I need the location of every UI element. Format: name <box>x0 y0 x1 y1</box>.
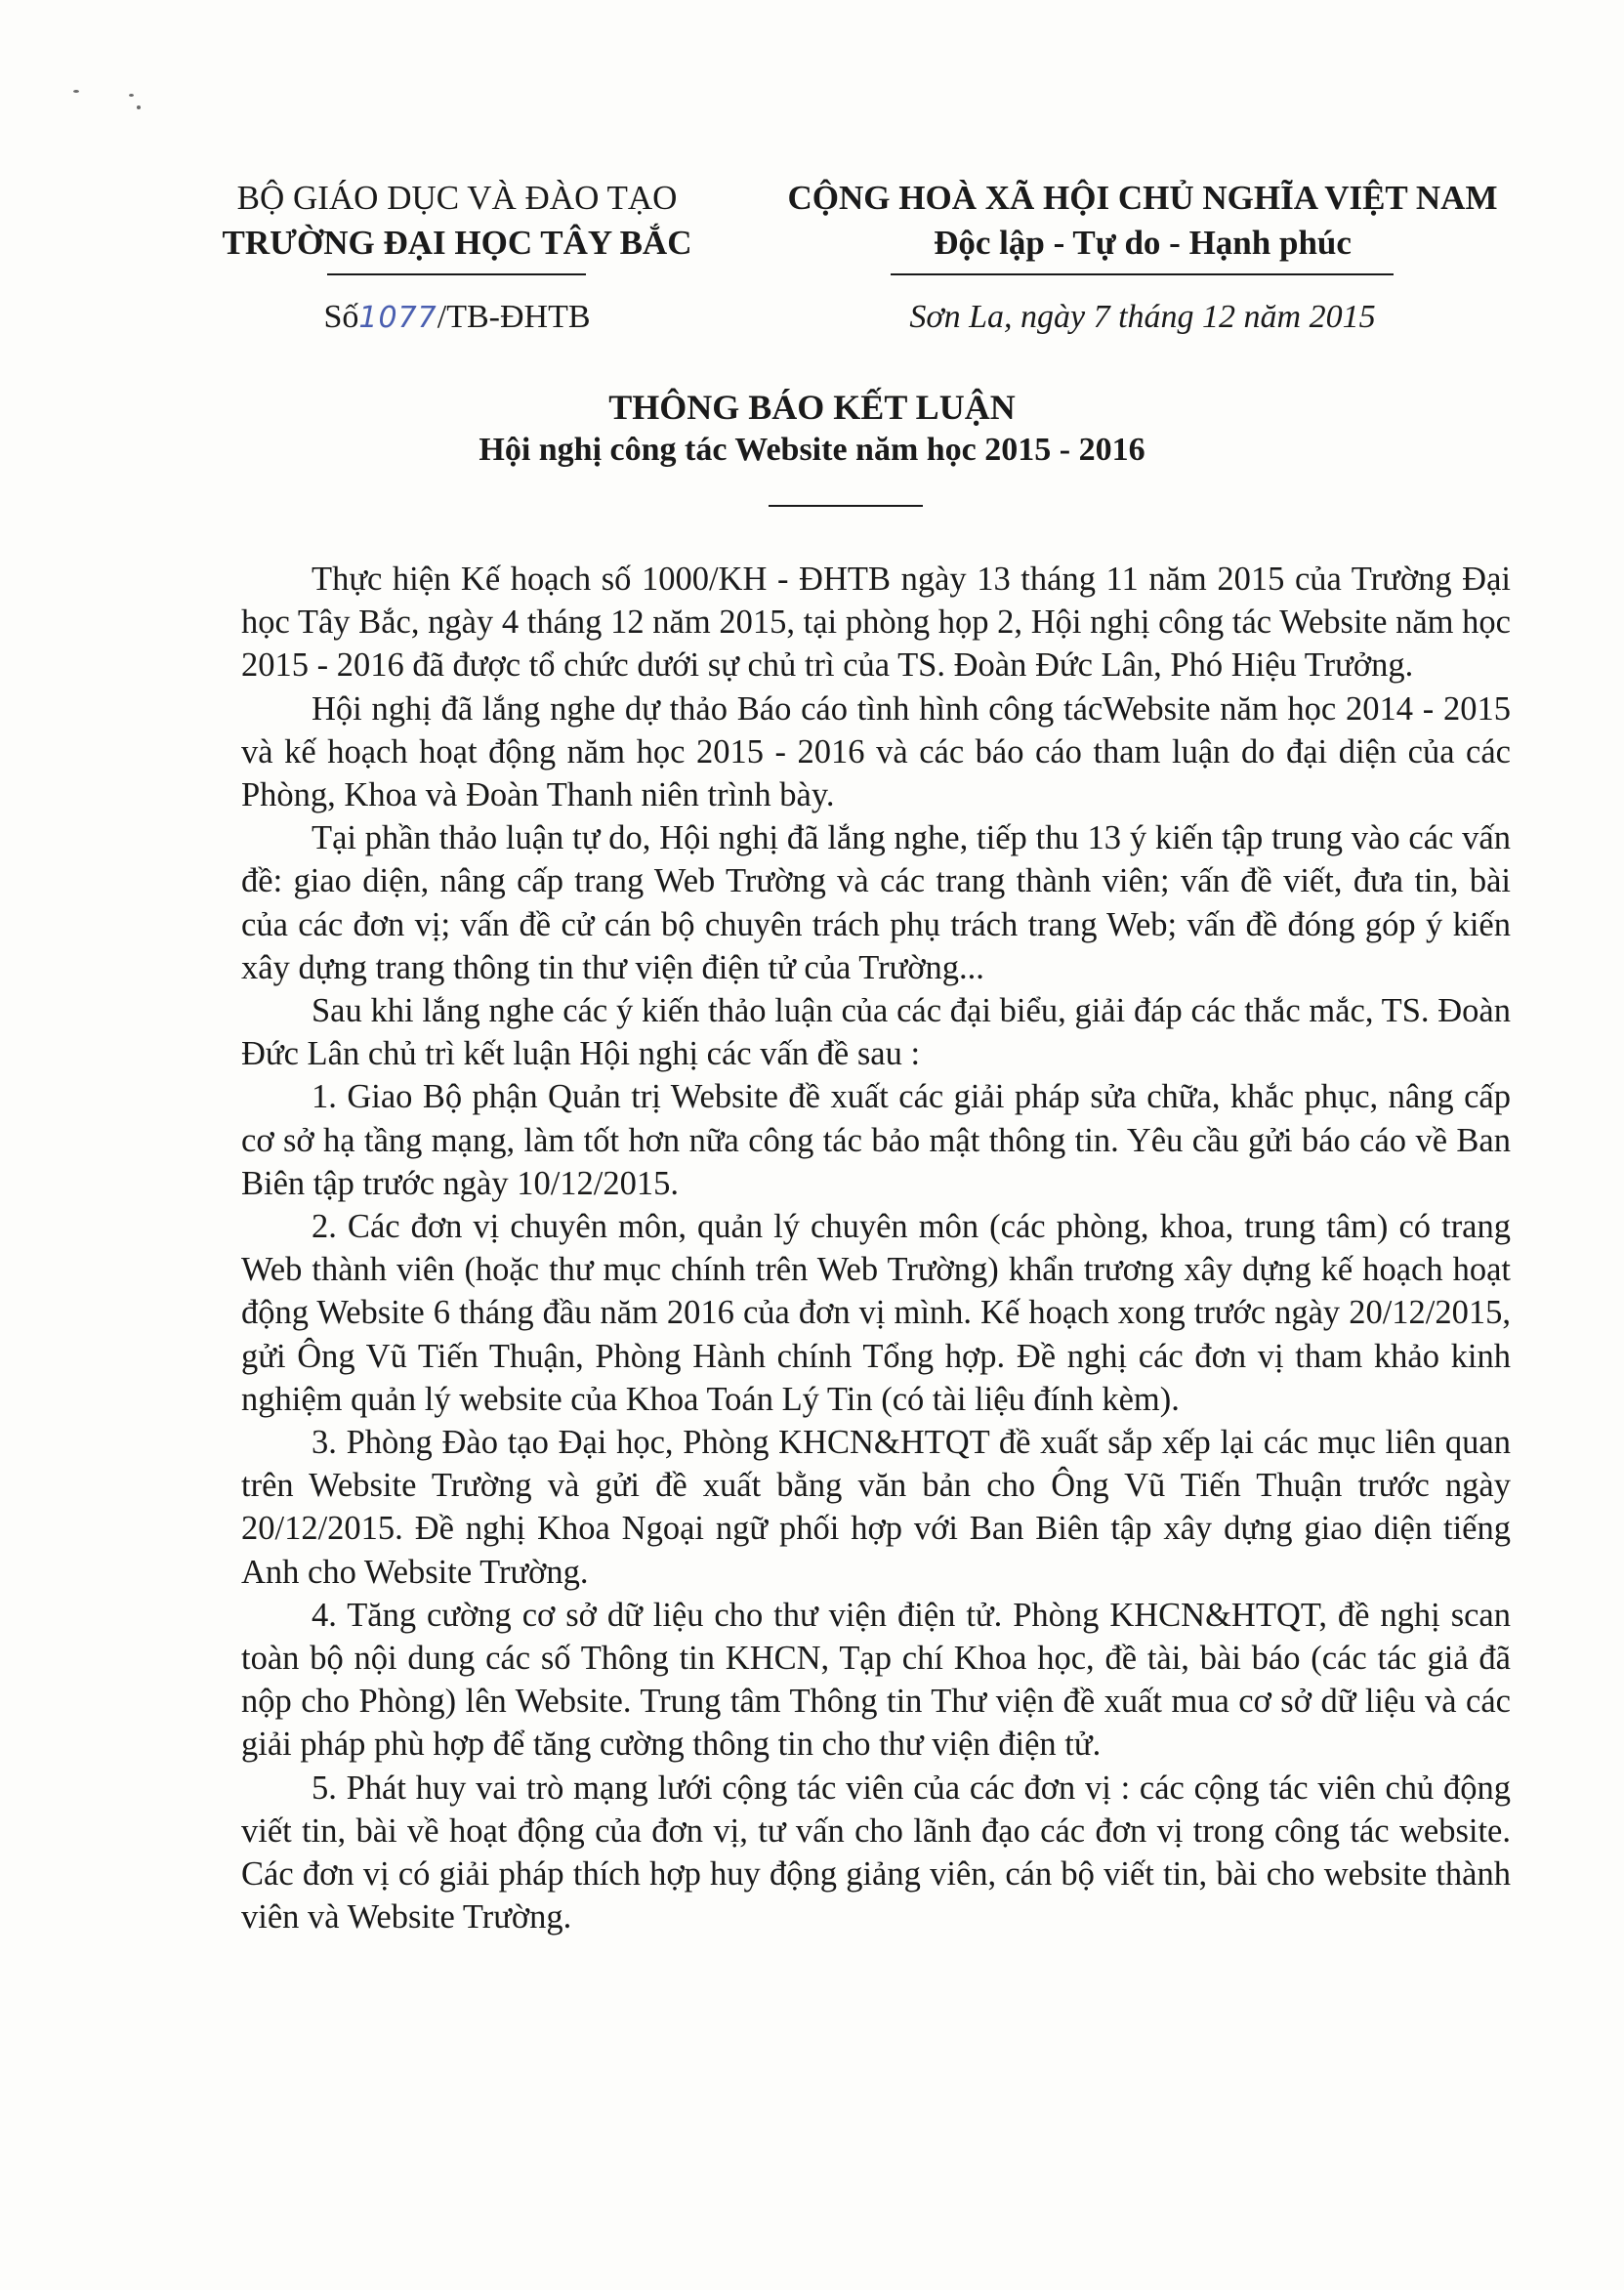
issuer-underline <box>327 273 586 275</box>
paragraph: Sau khi lắng nghe các ý kiến thảo luận của các đại biểu, giải đáp các thắc mắc, TS. Đoàn Đức Lân chủ trì kết luận Hội nghị các vấn đề sau : <box>241 992 1511 1073</box>
scan-speck <box>73 90 79 93</box>
national-heading <box>723 176 1562 266</box>
university-name: TRƯỜNG ĐẠI HỌC TÂY BẮC <box>222 224 692 262</box>
numbered-item: 2. Các đơn vị chuyên môn, quản lý chuyên môn (các phòng, khoa, trung tâm) có trang Web thành viên (hoặc thư mục chính trên Web Trường) khẩn trương xây dựng kế hoạch hoạt động Website 6 tháng đầu năm 2016 của đơn vị mình. Kế hoạch xong trước ngày 20/12/2015, gửi Ông Vũ Tiến Thuận, Phòng Hành chính Tổng hợp. Đề nghị các đơn vị tham khảo kinh nghiệm quản lý website của Khoa Toán Lý Tin (có tài liệu đính kèm). <box>241 1208 1511 1418</box>
paragraph: Tại phần thảo luận tự do, Hội nghị đã lắng nghe, tiếp thu 13 ý kiến tập trung vào các vấn đề: giao diện, nâng cấp trang Web Trường và các trang thành viên; vấn đề viết, đưa tin, bài của các đơn vị; vấn đề cử cán bộ chuyên trách phụ trách trang Web; vấn đề đóng góp ý kiến xây dựng trang thông tin thư viện điện tử của Trường... <box>241 819 1511 986</box>
national-motto: Độc lập - Tự do - Hạnh phúc <box>934 224 1352 262</box>
numbered-item: 5. Phát huy vai trò mạng lưới cộng tác viên của các đơn vị : các cộng tác viên chủ động viết tin, bài về hoạt động của đơn vị, tư vấn cho lãnh đạo các đơn vị trong công tác website. Các đơn vị có giải pháp thích hợp huy động giảng viên, cán bộ viết tin, bài cho website thành viên và Website Trường. <box>241 1769 1511 1936</box>
handwritten-doc-number: 1077 <box>358 301 437 335</box>
numbered-item: 4. Tăng cường cơ sở dữ liệu cho thư viện điện tử. Phòng KHCN&HTQT, đề nghị scan toàn bộ nội dung các số Thông tin KHCN, Tạp chí Khoa học, đề tài, bài báo (các tác giả đã nộp cho Phòng) lên Website. Trung tâm Thông tin Thư viện đề xuất mua cơ sở dữ liệu và các giải pháp phù hợp để tăng cường thông tin cho thư viện điện tử. <box>241 1596 1511 1764</box>
document-body <box>241 558 1511 1939</box>
document-number <box>193 299 721 336</box>
place-and-date: Sơn La, ngày 7 tháng 12 năm 2015 <box>909 299 1376 335</box>
document-title: THÔNG BÁO KẾT LUẬN <box>608 388 1016 427</box>
paragraph: Hội nghị đã lắng nghe dự thảo Báo cáo tình hình công tácWebsite năm học 2014 - 2015 và kế hoạch hoạt động năm học 2015 - 2016 và các báo cáo tham luận do đại diện của các Phòng, Khoa và Đoàn Thanh niên trình bày. <box>241 689 1511 814</box>
doc-number-suffix: /TB-ĐHTB <box>437 299 591 335</box>
title-underline <box>769 505 923 507</box>
numbered-item: 3. Phòng Đào tạo Đại học, Phòng KHCN&HTQT đề xuất sắp xếp lại các mục liên quan trên Website Trường và gửi đề xuất bằng văn bản cho Ông Vũ Tiến Thuận trước ngày 20/12/2015. Đề nghị Khoa Ngoại ngữ phối hợp với Ban Biên tập xây dựng giao diện tiếng Anh cho Website Trường. <box>241 1424 1511 1591</box>
scan-speck <box>137 105 141 109</box>
motto-underline <box>891 273 1394 275</box>
scan-speck <box>129 94 134 97</box>
numbered-item: 1. Giao Bộ phận Quản trị Website đề xuất các giải pháp sửa chữa, khắc phục, nâng cấp cơ sở hạ tầng mạng, làm tốt hơn nữa công tác bảo mật thông tin. Yêu cầu gửi báo cáo về Ban Biên tập trước ngày 10/12/2015. <box>241 1078 1511 1202</box>
document-subtitle: Hội nghị công tác Website năm học 2015 - 2016 <box>479 432 1145 468</box>
paragraph: Thực hiện Kế hoạch số 1000/KH - ĐHTB ngày 13 tháng 11 năm 2015 của Trường Đại học Tây Bắc, ngày 4 tháng 12 năm 2015, tại phòng họp 2, Hội nghị công tác Website năm học 2015 - 2016 đã được tổ chức dưới sự chủ trì của TS. Đoàn Đức Lân, Phó Hiệu Trưởng. <box>241 561 1511 685</box>
issuer-block <box>193 176 721 266</box>
country-name: CỘNG HOÀ XÃ HỘI CHỦ NGHĨA VIỆT NAM <box>787 179 1498 217</box>
doc-number-prefix: Số <box>323 299 359 335</box>
ministry-name: BỘ GIÁO DỤC VÀ ĐÀO TẠO <box>236 179 678 217</box>
